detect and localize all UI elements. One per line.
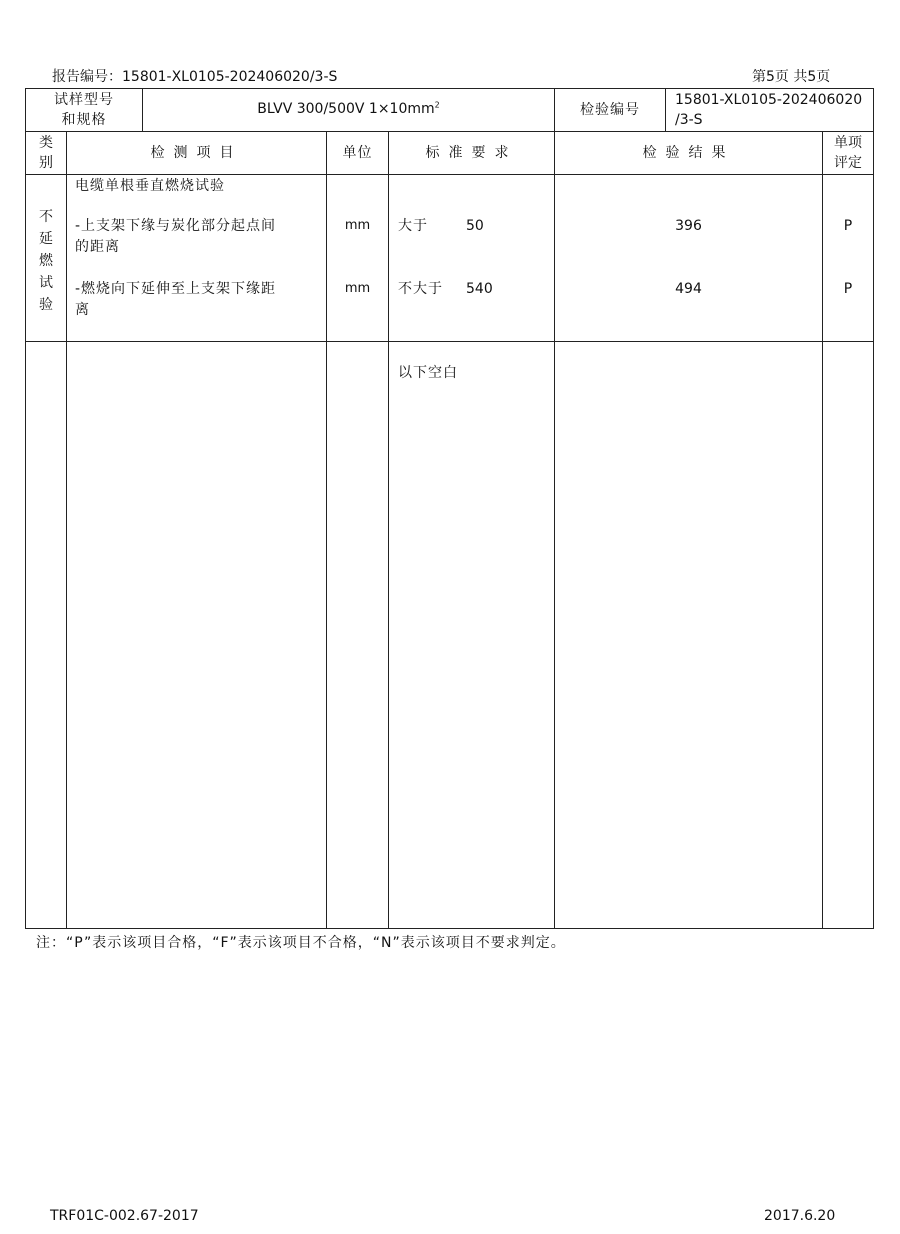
item-2-req-value: 540: [466, 281, 493, 297]
col-requirement-header: 标准要求: [425, 145, 518, 161]
table-rule: [25, 341, 874, 342]
item-1-req-label: 大于: [398, 218, 428, 234]
table-rule: [25, 174, 874, 175]
col-category-line1: 类: [39, 135, 53, 151]
col-verdict-line1: 单项: [834, 135, 862, 151]
item-1-result: 396: [675, 218, 702, 234]
inspection-number-line2: /3-S: [675, 112, 703, 128]
sample-model: [143, 99, 554, 119]
item-2-req-label: 不大于: [398, 281, 443, 297]
sample-label-line1: 试样型号: [54, 92, 114, 108]
test-title: 电缆单根垂直燃烧试验: [75, 178, 225, 194]
table-border-left: [25, 88, 26, 928]
col-result-header: 检验结果: [642, 145, 735, 161]
table-rule: [554, 131, 555, 928]
form-code: TRF01C-002.67-2017: [50, 1208, 199, 1224]
item-2-line2: 离: [75, 302, 90, 318]
item-1-verdict: P: [843, 218, 853, 234]
page-info: 第5页 共5页: [752, 69, 831, 85]
item-2-result: 494: [675, 281, 702, 297]
item-2-line1: -燃烧向下延伸至上支架下缘距: [75, 281, 277, 297]
item-1-unit: mm: [344, 218, 371, 233]
form-date: 2017.6.20: [764, 1208, 836, 1224]
item-1-line2: 的距离: [75, 239, 120, 255]
col-unit-header: 单位: [342, 145, 373, 161]
col-verdict-line2: 评定: [834, 155, 862, 171]
item-2-verdict: P: [843, 281, 853, 297]
sample-model-superscript: 2: [434, 100, 440, 110]
table-border-right: [873, 88, 874, 928]
col-item-header: 检测项目: [150, 145, 243, 161]
table-rule: [66, 131, 67, 928]
item-1-req-value: 50: [466, 218, 484, 234]
item-1-line1: -上支架下缘与炭化部分起点间: [75, 218, 277, 234]
table-border-top: [25, 88, 874, 89]
report-number: 报告编号：15801-XL0105-202406020/3-S: [52, 69, 338, 85]
table-rule: [388, 131, 389, 928]
inspection-label: 检验编号: [580, 102, 640, 118]
table-border-bottom: [25, 928, 874, 929]
inspection-number-line1: 15801-XL0105-202406020: [675, 92, 863, 108]
table-rule: [25, 131, 874, 132]
blank-note: 以下空白: [398, 365, 458, 381]
sample-label-line2: 和规格: [61, 112, 107, 128]
legend-note: 注：“P”表示该项目合格，“F”表示该项目不合格，“N”表示该项目不要求判定。: [36, 935, 566, 951]
table-rule: [822, 131, 823, 928]
table-rule: [665, 88, 666, 131]
test-category: 不延燃试验: [39, 209, 53, 313]
table-rule: [326, 131, 327, 928]
col-category-line2: 别: [39, 155, 53, 171]
item-2-unit: mm: [344, 281, 371, 296]
sample-model-text: BLVV 300/500V 1×10mm: [257, 101, 435, 117]
